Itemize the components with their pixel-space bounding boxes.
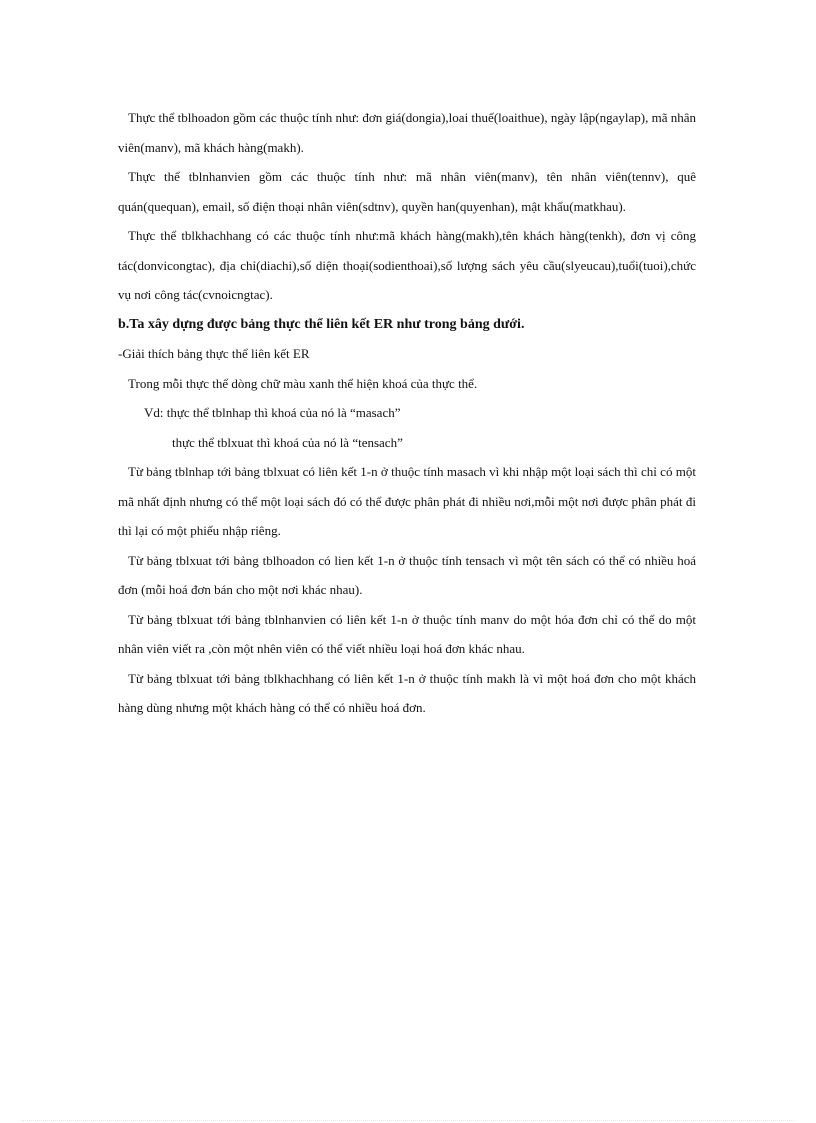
paragraph-tblnhanvien: Thực thể tblnhanvien gồm các thuộc tính như: mã nhân viên(manv), tên nhân viên(tennv), quê quán(quequan), email, số điện thoại nhân viên(sdtnv), quyền han(quyenhan), mật khẩu(matkhau). [118,169,696,214]
relation-paragraph: Từ bảng tblxuat tới bảng tblkhachhang có liên kết 1-n ở thuộc tính makh là vì một hoá đơn cho một khách hàng dùng nhưng một khách hàng có thể có nhiều hoá đơn. [118,670,696,715]
relation-paragraph: Từ bảng tblnhap tới bảng tblxuat có liên kết 1-n ở thuộc tính masach vì khi nhập một loại sách thì chỉ có một mã nhất định nhưng có thể một loại sách đó có thể được phân phát đi nhiều nơi,mỗi một nơi được phân phát đi thì lại có một phiếu nhập riêng. [118,464,696,538]
explanation-title: -Giải thích bảng thực thể liên kết ER [118,346,310,361]
relation-paragraph: Từ bảng tblxuat tới bảng tblnhanvien có liên kết 1-n ở thuộc tính manv do một hóa đơn chỉ có thể do một nhân viên viết ra ,còn một nhên viên có thể viết nhiều loại hoá đơn khác nhau. [118,611,696,656]
paragraph-tblhoadon: Thực thể tblhoadon gồm các thuộc tính như: đơn giá(dongia),loai thuế(loaithue), ngày lập(ngaylap), mã nhân viên(manv), mã khách hàng(makh). [118,110,696,155]
relation-paragraph: Từ bảng tblxuat tới bảng tblhoadon có lien kết 1-n ở thuộc tính tensach vì một tên sách có thể có nhiều hoá đơn (mỗi hoá đơn bán cho một nơi khác nhau). [118,552,696,597]
explanation-intro: Trong mỗi thực thể dòng chữ màu xanh thể hiện khoá của thực thể. [128,375,478,391]
page-bottom-border [22,1120,794,1121]
document-body [118,103,696,723]
paragraph-tblkhachhang: Thực thể tblkhachhang có các thuộc tính như:mã khách hàng(makh),tên khách hàng(tenkh), đơn vị công tác(donvicongtac), địa chỉ(diachi),số diện thoại(sodienthoai),số lượng sách yêu cầu(slyeucau),tuổi(tuoi),chức vụ nơi công tác(cvnoicngtac). [118,228,696,302]
section-heading: b.Ta xây dựng được bảng thực thể liên kết ER như trong bảng dưới. [118,316,525,332]
example-line-2: thực thể tblxuat thì khoá của nó là “tensach” [172,434,403,450]
example-line-1: Vd: thực thể tblnhap thì khoá của nó là “masach” [144,405,401,420]
